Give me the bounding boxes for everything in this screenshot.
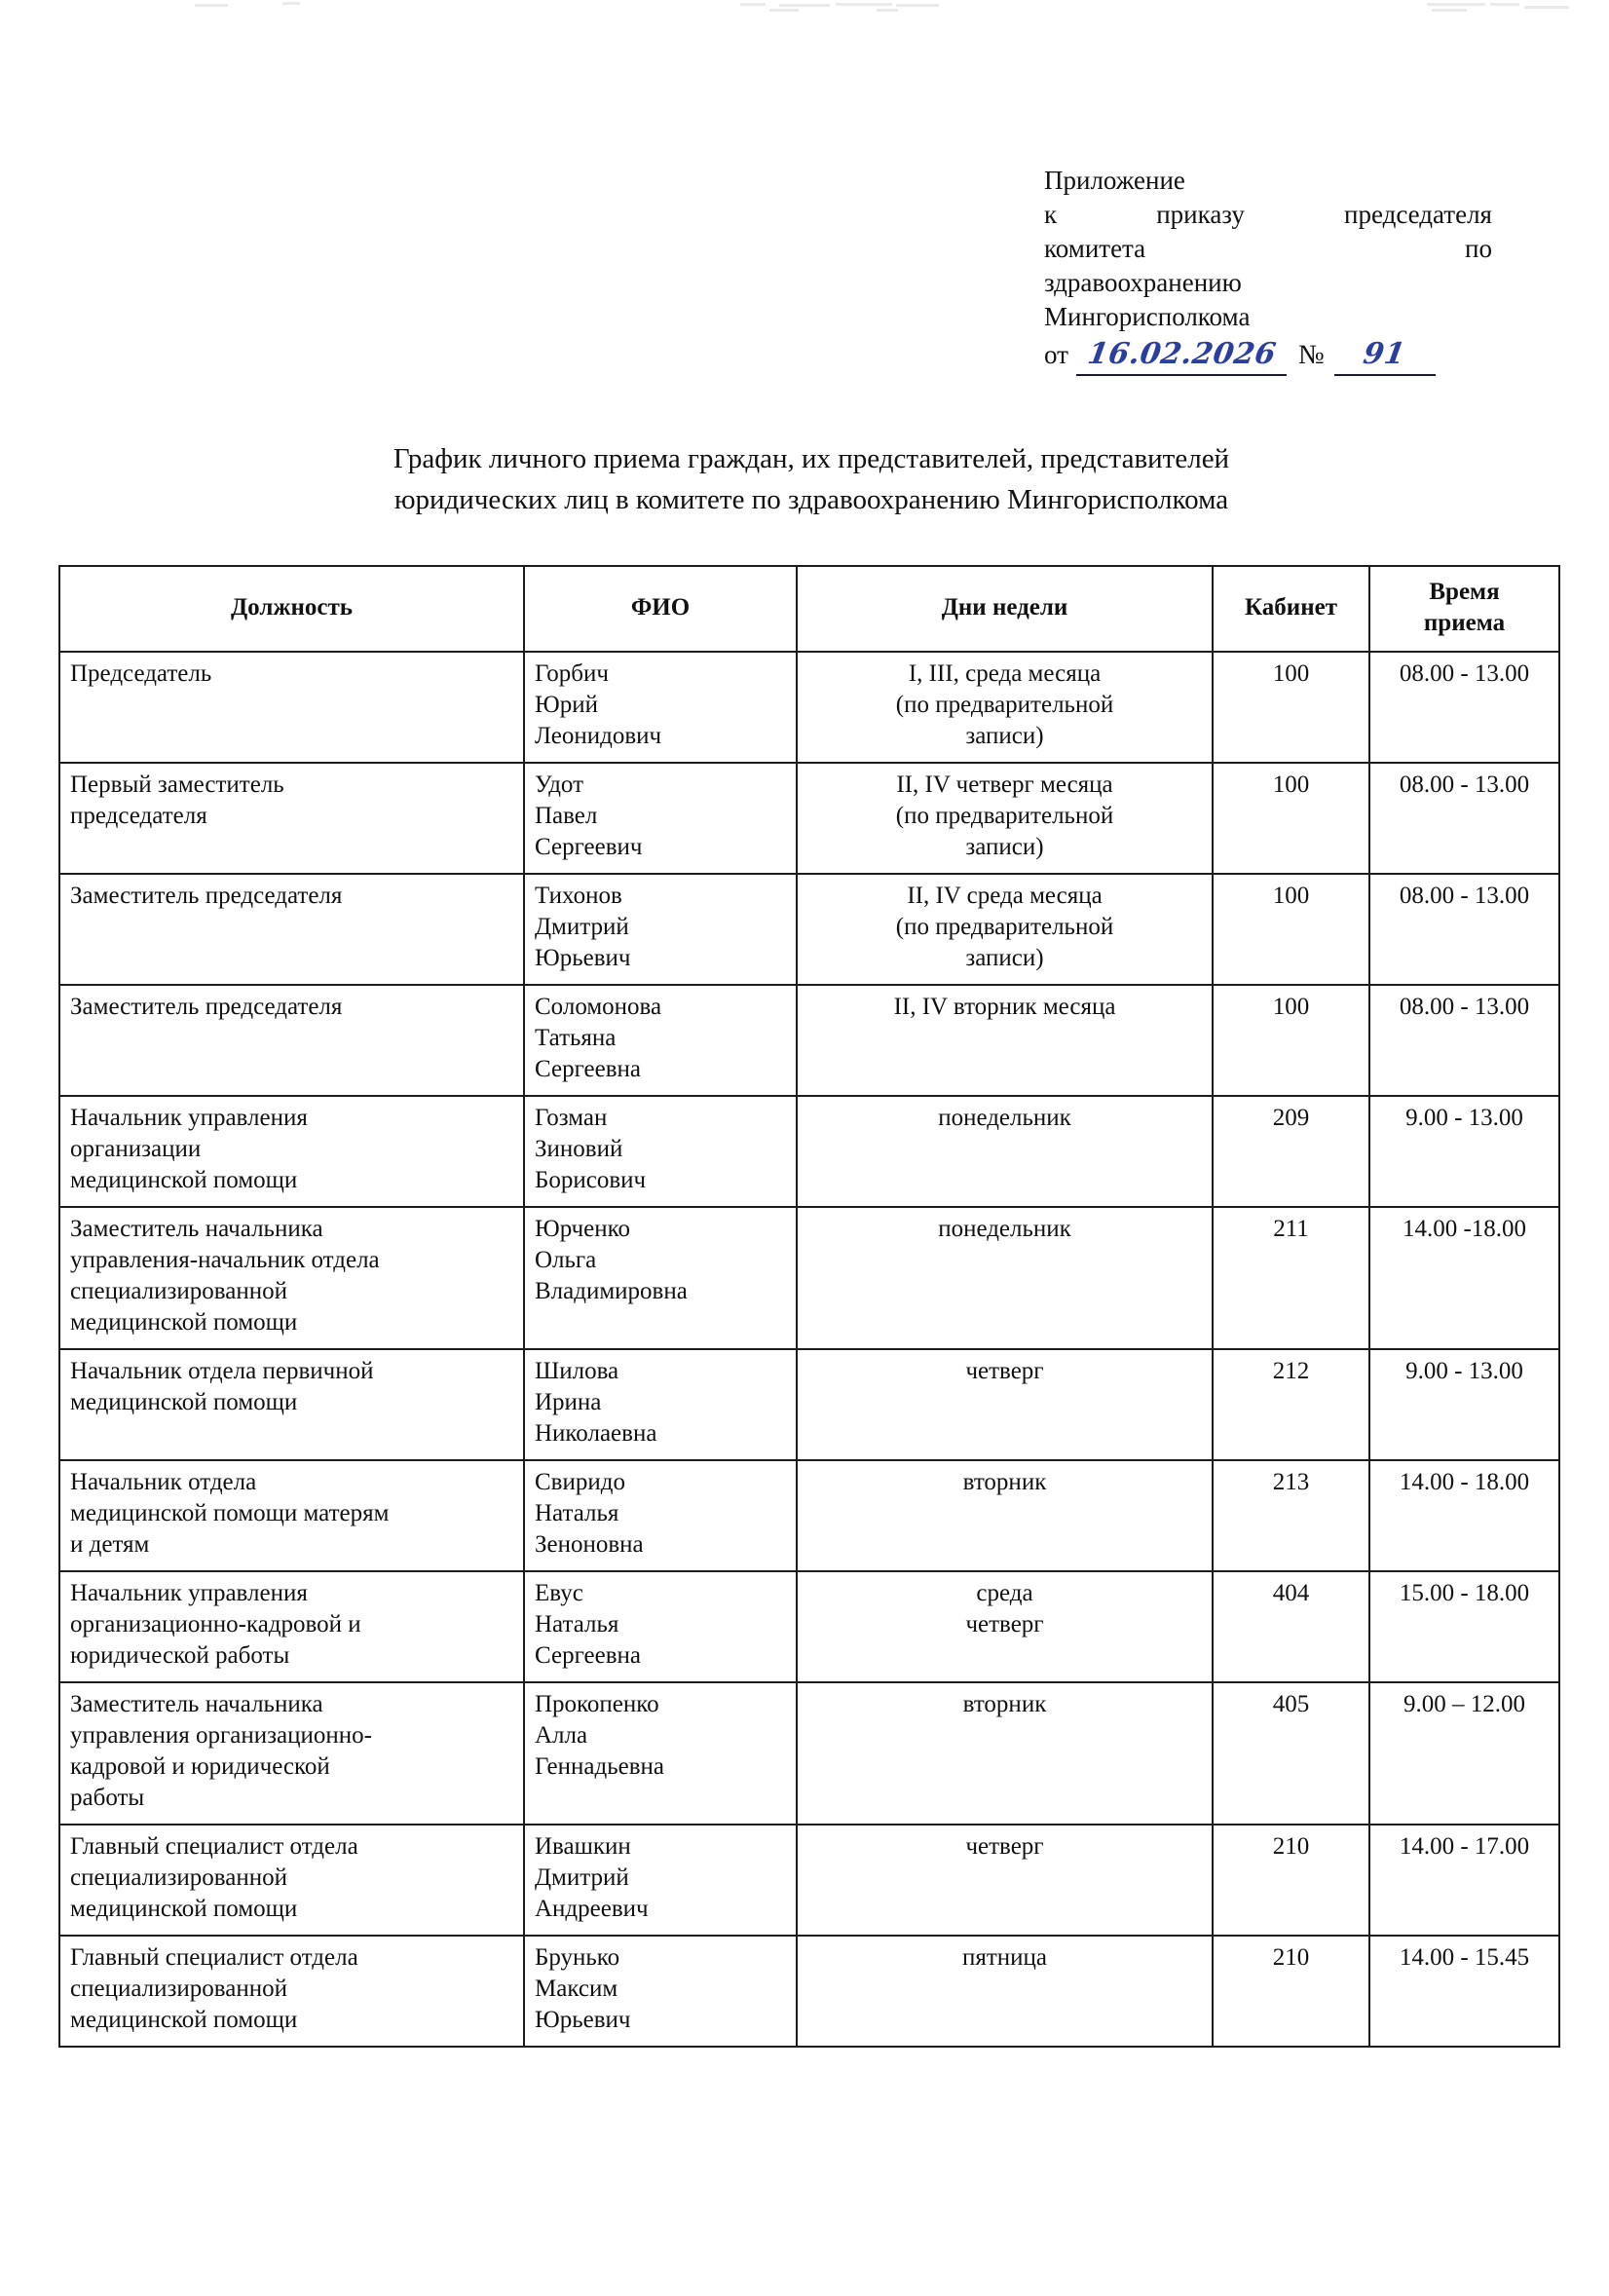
- cell-time: 9.00 - 13.00: [1369, 1096, 1559, 1207]
- schedule-table-container: [58, 565, 1558, 2048]
- cell-fio-line: Наталья: [535, 1500, 619, 1526]
- order-number-field: [1334, 335, 1436, 376]
- table-row: [59, 1825, 1559, 1936]
- table-row: [59, 874, 1559, 985]
- cell-position-line: Начальник отдела первичной: [70, 1358, 374, 1384]
- cell-fio-line: Ивашкин: [535, 1833, 631, 1860]
- cell-fio-line: Юрий: [535, 692, 598, 718]
- cell-position-line: медицинской помощи: [70, 1309, 298, 1336]
- cell-position: [59, 1682, 524, 1825]
- cell-days-line: записи): [965, 945, 1044, 971]
- cell-time: 9.00 - 13.00: [1369, 1349, 1559, 1460]
- cell-fio-line: Тихонов: [535, 883, 622, 909]
- cell-fio-line: Удот: [535, 772, 584, 798]
- cell-position-line: управления-начальник отдела: [70, 1247, 380, 1273]
- table-row: [59, 1460, 1559, 1571]
- cell-fio: [524, 1460, 797, 1571]
- cell-room: 210: [1213, 1825, 1369, 1936]
- cell-position-line: работы: [70, 1785, 145, 1811]
- cell-fio-line: Юрченко: [535, 1216, 630, 1242]
- table-header-row: [59, 566, 1559, 652]
- scan-artifact-strip: [0, 0, 1609, 14]
- cell-fio-line: Алла: [535, 1722, 588, 1749]
- cell-days: [797, 1460, 1213, 1571]
- cell-days-line: II, IV среда месяца: [907, 883, 1103, 909]
- order-date-label: от: [1044, 340, 1068, 370]
- cell-fio: [524, 1096, 797, 1207]
- cell-days-line: (по предварительной: [895, 803, 1114, 829]
- cell-time: 08.00 - 13.00: [1369, 985, 1559, 1096]
- schedule-table: [58, 565, 1560, 2048]
- cell-fio-line: Леонидович: [535, 723, 662, 749]
- cell-position: [59, 1207, 524, 1349]
- column-header-days: Дни недели: [797, 566, 1213, 652]
- cell-fio-line: Гозман: [535, 1105, 608, 1131]
- cell-room: 211: [1213, 1207, 1369, 1349]
- cell-days: [797, 1682, 1213, 1825]
- cell-fio: [524, 1207, 797, 1349]
- table-row: [59, 763, 1559, 874]
- cell-position-line: Председатель: [70, 660, 212, 687]
- cell-fio: [524, 874, 797, 985]
- cell-days-line: записи): [965, 723, 1044, 749]
- cell-fio-line: Борисович: [535, 1167, 647, 1193]
- cell-fio-line: Дмитрий: [535, 1864, 629, 1891]
- cell-time: 08.00 - 13.00: [1369, 652, 1559, 763]
- cell-position-line: организационно-кадровой и: [70, 1611, 361, 1637]
- cell-fio: [524, 1936, 797, 2047]
- appendix-line-3: [1044, 232, 1492, 266]
- cell-position: [59, 1349, 524, 1460]
- table-row: [59, 985, 1559, 1096]
- cell-fio-line: Наталья: [535, 1611, 619, 1637]
- appendix-line-1: Приложение: [1044, 166, 1185, 195]
- cell-position: [59, 985, 524, 1096]
- cell-fio-line: Павел: [535, 803, 598, 829]
- cell-position-line: организации: [70, 1136, 202, 1162]
- cell-fio-line: Андреевич: [535, 1896, 649, 1922]
- cell-days: [797, 1207, 1213, 1349]
- appendix-line-3-word-2: по: [1465, 234, 1492, 264]
- cell-position: [59, 1460, 524, 1571]
- appendix-line-2-word-2: приказу: [1156, 200, 1245, 230]
- cell-fio-line: Сергеевич: [535, 834, 643, 860]
- cell-position-line: Заместитель председателя: [70, 883, 343, 909]
- page-title-line-2: юридических лиц в комитете по здравоохранению Мингорисполкома: [393, 484, 1229, 516]
- cell-days: [797, 1825, 1213, 1936]
- cell-position-line: и детям: [70, 1531, 150, 1558]
- cell-room: 212: [1213, 1349, 1369, 1460]
- order-number-label: №: [1297, 340, 1325, 371]
- cell-room: 209: [1213, 1096, 1369, 1207]
- cell-position: [59, 1571, 524, 1682]
- cell-days: [797, 1349, 1213, 1460]
- cell-fio-line: Ирина: [535, 1389, 602, 1415]
- cell-fio-line: Татьяна: [535, 1025, 617, 1051]
- cell-room: 100: [1213, 763, 1369, 874]
- cell-position-line: юридической работы: [70, 1642, 290, 1669]
- cell-days-line: I, III, среда месяца: [908, 660, 1102, 687]
- table-row: [59, 1682, 1559, 1825]
- table-row: [59, 1936, 1559, 2047]
- cell-fio-line: Прокопенко: [535, 1691, 659, 1717]
- cell-position-line: Заместитель председателя: [70, 994, 343, 1020]
- column-header-room: Кабинет: [1213, 566, 1369, 652]
- cell-days-line: II, IV вторник месяца: [893, 994, 1116, 1020]
- column-header-fio: ФИО: [524, 566, 797, 652]
- cell-time: 08.00 - 13.00: [1369, 874, 1559, 985]
- cell-fio-line: Сергеевна: [535, 1642, 641, 1669]
- cell-fio-line: Юрьевич: [535, 945, 631, 971]
- cell-position-line: Первый заместитель: [70, 772, 284, 798]
- cell-days-line: понедельник: [938, 1216, 1071, 1242]
- cell-fio: [524, 1349, 797, 1460]
- cell-days: [797, 874, 1213, 985]
- cell-fio: [524, 1825, 797, 1936]
- cell-position-line: Заместитель начальника: [70, 1216, 323, 1242]
- column-header-position: Должность: [59, 566, 524, 652]
- cell-days-line: (по предварительной: [895, 692, 1114, 718]
- cell-position-line: специализированной: [70, 1864, 287, 1891]
- cell-time: 14.00 - 17.00: [1369, 1825, 1559, 1936]
- cell-days-line: II, IV четверг месяца: [896, 772, 1113, 798]
- cell-position-line: Начальник отдела: [70, 1469, 257, 1495]
- cell-fio-line: Максим: [535, 1976, 618, 2002]
- cell-position: [59, 652, 524, 763]
- table-row: [59, 1096, 1559, 1207]
- table-row: [59, 1571, 1559, 1682]
- cell-fio-line: Шилова: [535, 1358, 619, 1384]
- cell-fio-line: Владимировна: [535, 1278, 688, 1304]
- cell-position-line: медицинской помощи: [70, 2007, 298, 2033]
- cell-fio-line: Евус: [535, 1580, 583, 1606]
- cell-room: 100: [1213, 652, 1369, 763]
- cell-room: 405: [1213, 1682, 1369, 1825]
- order-date-field: [1076, 335, 1287, 376]
- cell-time: 14.00 - 15.45: [1369, 1936, 1559, 2047]
- cell-fio: [524, 985, 797, 1096]
- cell-days: [797, 1936, 1213, 2047]
- cell-room: 213: [1213, 1460, 1369, 1571]
- cell-fio-line: Соломонова: [535, 994, 662, 1020]
- cell-position-line: специализированной: [70, 1278, 287, 1304]
- cell-position: [59, 1936, 524, 2047]
- cell-days-line: вторник: [962, 1691, 1047, 1717]
- cell-days: [797, 763, 1213, 874]
- appendix-line-3-word-1: комитета: [1044, 234, 1146, 264]
- cell-position: [59, 1825, 524, 1936]
- cell-position-line: Заместитель начальника: [70, 1691, 323, 1717]
- cell-fio-line: Ольга: [535, 1247, 597, 1273]
- cell-days: [797, 652, 1213, 763]
- cell-fio: [524, 763, 797, 874]
- appendix-line-2: [1044, 198, 1492, 232]
- order-date-handwritten-value: 16.02.2026: [1084, 337, 1279, 372]
- cell-time: 14.00 -18.00: [1369, 1207, 1559, 1349]
- cell-days-line: (по предварительной: [895, 914, 1114, 940]
- cell-days: [797, 985, 1213, 1096]
- cell-fio: [524, 1571, 797, 1682]
- appendix-line-4: здравоохранению: [1044, 268, 1242, 298]
- cell-fio-line: Дмитрий: [535, 914, 629, 940]
- cell-fio-line: Николаевна: [535, 1420, 657, 1447]
- cell-fio: [524, 1682, 797, 1825]
- table-header: [59, 566, 1559, 652]
- cell-days-line: вторник: [962, 1469, 1047, 1495]
- cell-fio-line: Сергеевна: [535, 1056, 641, 1082]
- cell-position: [59, 874, 524, 985]
- appendix-line-5: Мингорисполкома: [1044, 302, 1251, 332]
- cell-time: 9.00 – 12.00: [1369, 1682, 1559, 1825]
- cell-position-line: медицинской помощи: [70, 1167, 298, 1193]
- cell-room: 100: [1213, 874, 1369, 985]
- cell-position-line: Главный специалист отдела: [70, 1944, 358, 1971]
- cell-days-line: среда: [976, 1580, 1033, 1606]
- cell-fio-line: Свиридо: [535, 1469, 625, 1495]
- cell-fio-line: Брунько: [535, 1944, 620, 1971]
- appendix-line-2-word-3: председателя: [1344, 200, 1492, 230]
- cell-position: [59, 1096, 524, 1207]
- page-title-line-1: График личного приема граждан, их представителей, представителей: [393, 443, 1230, 474]
- cell-days-line: четверг: [965, 1358, 1044, 1384]
- cell-fio: [524, 652, 797, 763]
- cell-fio-line: Горбич: [535, 660, 609, 687]
- cell-fio-line: Зеноновна: [535, 1531, 644, 1558]
- appendix-header-block: [1044, 164, 1492, 376]
- cell-time: 14.00 - 18.00: [1369, 1460, 1559, 1571]
- cell-position-line: кадровой и юридической: [70, 1753, 330, 1780]
- cell-position: [59, 763, 524, 874]
- cell-position-line: управления организационно-: [70, 1722, 372, 1749]
- cell-position-line: Начальник управления: [70, 1105, 308, 1131]
- column-header-time-line-2: приема: [1423, 610, 1506, 636]
- cell-days-line: понедельник: [938, 1105, 1071, 1131]
- page-title: [115, 438, 1508, 520]
- cell-position-line: председателя: [70, 803, 207, 829]
- column-header-time: [1369, 566, 1559, 652]
- cell-days: [797, 1096, 1213, 1207]
- cell-position-line: Начальник управления: [70, 1580, 308, 1606]
- cell-days: [797, 1571, 1213, 1682]
- order-date-number-line: [1044, 335, 1492, 376]
- cell-days-line: четверг: [965, 1611, 1044, 1637]
- cell-position-line: Главный специалист отдела: [70, 1833, 358, 1860]
- cell-fio-line: Геннадьевна: [535, 1753, 664, 1780]
- cell-position-line: медицинской помощи: [70, 1896, 298, 1922]
- table-row: [59, 652, 1559, 763]
- column-header-time-line-1: Время: [1429, 579, 1500, 605]
- cell-position-line: медицинской помощи: [70, 1389, 298, 1415]
- cell-time: 08.00 - 13.00: [1369, 763, 1559, 874]
- cell-fio-line: Зиновий: [535, 1136, 623, 1162]
- cell-days-line: пятница: [961, 1944, 1048, 1971]
- cell-time: 15.00 - 18.00: [1369, 1571, 1559, 1682]
- cell-room: 404: [1213, 1571, 1369, 1682]
- cell-fio-line: Юрьевич: [535, 2007, 631, 2033]
- cell-room: 210: [1213, 1936, 1369, 2047]
- cell-position-line: специализированной: [70, 1976, 287, 2002]
- cell-room: 100: [1213, 985, 1369, 1096]
- table-row: [59, 1349, 1559, 1460]
- cell-days-line: записи): [965, 834, 1044, 860]
- order-number-handwritten-value: 91: [1361, 337, 1408, 372]
- appendix-line-2-word-1: к: [1044, 200, 1058, 230]
- cell-days-line: четверг: [965, 1833, 1044, 1860]
- cell-position-line: медицинской помощи матерям: [70, 1500, 390, 1526]
- table-row: [59, 1207, 1559, 1349]
- table-body: [59, 652, 1559, 2047]
